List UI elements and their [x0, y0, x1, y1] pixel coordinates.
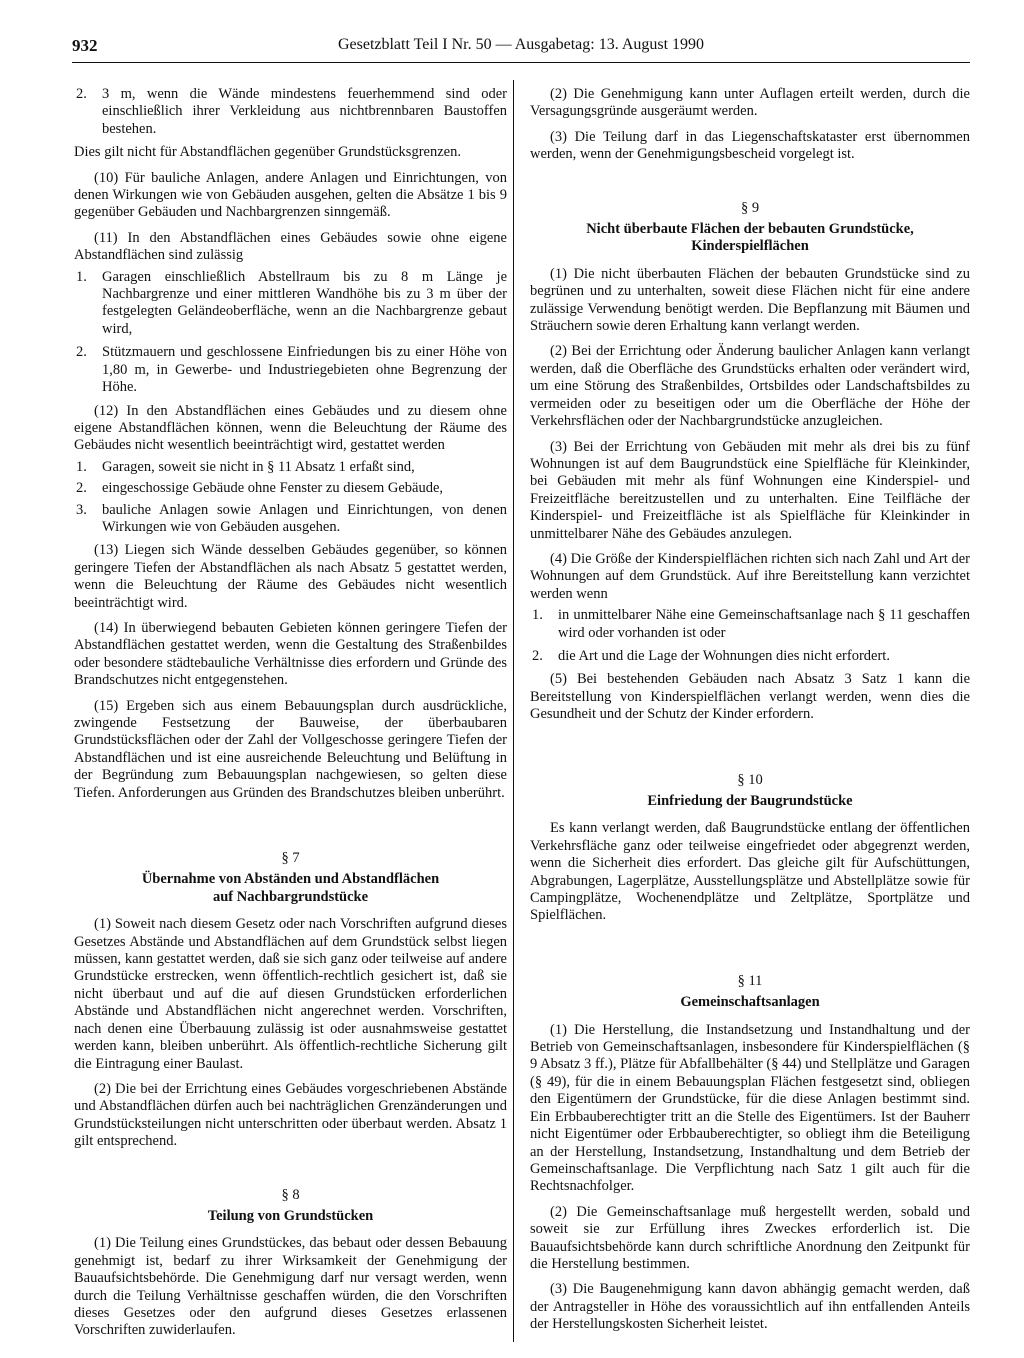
gazette-title: Gesetzblatt Teil I Nr. 50 — Ausgabetag: 13. August 1990: [337, 36, 705, 53]
paragraph: (2) Die Genehmigung kann unter Auflagen erteilt werden, durch die Versagungsgründe ausgeräumt werden.: [530, 86, 970, 120]
list-text: bauliche Anlagen sowie Anlagen und Einrichtungen, von denen Wirkungen wie von Gebäuden ausgehen.: [102, 501, 507, 535]
list-item: [530, 607, 970, 642]
list-item: [74, 269, 507, 339]
section-number: § 10: [737, 771, 763, 788]
paragraph: (1) Soweit nach diesem Gesetz oder nach Vorschriften aufgrund dieses Gesetzes Abstände und Abstandflächen auf dem Grundstück selbst liegen müssen, kann gestattet werden, daß sie sich ganz oder teilweise auf andere Grundstücke erstrecken, wenn öffentlich-rechtlich gesichert ist, daß sie nicht überbaut und auf die auf diesen Grundstücken erforderlichen Abstände und Abstandflächen nicht angerechnet werden. Vorschriften, nach denen eine Überbauung zulässig ist oder ausnahmsweise gestattet werden kann, bleiben unberührt. Als öffentlich-rechtliche Sicherung gilt die Eintragung einer Baulast.: [74, 916, 507, 1072]
list-item: [74, 502, 507, 537]
paragraph: (1) Die Teilung eines Grundstückes, das bebaut oder dessen Bebauung genehmigt ist, bedarf zu ihrer Wirksamkeit der Genehmigung der Bauaufsichtsbehörde. Die Genehmigung darf nur versagt werden, wenn durch die Teilung Verhältnisse geschaffen würden, die den Vorschriften dieses Gesetzes oder den aufgrund dieses Gesetzes erlassenen Vorschriften zuwiderlaufen.: [74, 1235, 507, 1339]
paragraph-15: (15) Ergeben sich aus einem Bebauungsplan durch ausdrückliche, zwingende Festsetzung der Bauweise, der überbaubaren Grundstücksflächen oder der Zahl der Vollgeschosse geringere Tiefen der Abstandflächen und ist eine ausreichende Beleuchtung und Belüftung in der Begründung zum Bebauungsplan nachgewiesen, so gelten diese Tiefen. Anforderungen aus Gründen des Brandschutzes bleiben unberührt.: [74, 697, 507, 801]
list-number: 2.: [76, 480, 87, 497]
list-item: [74, 459, 507, 476]
list-text: 3 m, wenn die Wände mindestens feuerhemmend sind oder einschließlich ihrer Verkleidung aus nichtbrennbaren Baustoffen bestehen.: [102, 86, 507, 137]
paragraph-12: (12) In den Abstandflächen eines Gebäudes und zu diesem ohne eigene Abstandflächen können, wenn die Beleuchtung der Räume des Gebäudes nicht wesentlich beeinträchtigt wird, gestattet werden: [74, 402, 507, 454]
section-title-line: Übernahme von Abständen und Abstandflächen: [141, 871, 440, 888]
paragraph: (2) Die bei der Errichtung eines Gebäudes vorgeschriebenen Abstände und Abstandflächen dürfen auch bei nachträglichen Grenzänderungen und Grundstücksteilungen nicht unterschritten oder überbaut werden. Absatz 1 gilt entsprechend.: [74, 1080, 507, 1150]
paragraph: (2) Die Gemeinschaftsanlage muß hergestellt werden, sobald und soweit sie zur Erfüllung ihres Zweckes erforderlich ist. Die Bauaufsichtsbehörde kann durch schriftliche Anordnung den Zeitpunkt für die Herstellung bestimmen.: [530, 1203, 970, 1272]
list-number: 2.: [532, 647, 543, 664]
paragraph: (3) Die Teilung darf in das Liegenschaftskataster erst übernommen werden, wenn der Genehmigungsbescheid vorgelegt ist.: [530, 128, 970, 163]
list-item: [74, 344, 507, 396]
spacer: [530, 933, 970, 973]
list-number: 1.: [76, 458, 87, 475]
section-number: § 9: [740, 199, 760, 216]
page-header: [72, 30, 970, 63]
list-text: in unmittelbarer Nähe eine Gemeinschaftsanlage nach § 11 geschaffen wird oder vorhanden ist oder: [558, 607, 970, 641]
paragraph-11: (11) In den Abstandflächen eines Gebäudes sowie ohne eigene Abstandflächen sind zulässig: [74, 229, 507, 264]
paragraph: (5) Bei bestehenden Gebäuden nach Absatz 3 Satz 1 kann die Bereitstellung von Kinderspielflächen verlangt werden, wenn dies die Gesundheit und der Schutz der Kinder erfordern.: [530, 671, 970, 723]
paragraph: (3) Bei der Errichtung von Gebäuden mit mehr als drei bis zu fünf Wohnungen ist auf dem Baugrundstück eine Spielfläche für Kleinkinder, bei Gebäuden mit mehr als fünf Wohnungen eine Kinderspiel- und Freizeitfläche bereitzustellen und zu unterhalten. Eine Teilfläche der Kinderspiel- und Freizeitfläche ist als Spielfläche für Kleinkinder in unmittelbarer Nähe des Gebäudes anzulegen.: [530, 438, 970, 542]
section-number: § 11: [737, 972, 763, 989]
section-title: Gemeinschaftsanlagen: [680, 994, 820, 1011]
list-text: Stützmauern und geschlossene Einfriedungen bis zu einer Höhe von 1,80 m, in Gewerbe- und Industriegebieten ohne Begrenzung der Höhe.: [102, 344, 507, 396]
section-title: Einfriedung der Baugrundstücke: [647, 793, 853, 809]
paragraph: (1) Die nicht überbauten Flächen der bebauten Grundstücke sind zu begrünen und zu unterhalten, soweit diese Flächen nicht für eine andere zulässige Verwendung benötigt werden. Die Bepflanzung mit Bäumen und Sträuchern sowie deren Erhaltung kann verlangt werden.: [530, 265, 970, 335]
paragraph-13: (13) Liegen sich Wände desselben Gebäudes gegenüber, so können geringere Tiefen der Abstandflächen als nach Absatz 5 gestattet werden, wenn die Beleuchtung der Räume des Gebäudes nicht wesentlich beeinträchtigt wird.: [74, 542, 507, 611]
list-text: eingeschossige Gebäude ohne Fenster zu diesem Gebäude,: [102, 480, 444, 497]
list-item: [74, 86, 507, 138]
section-title-line: Kinderspielflächen: [691, 238, 809, 255]
paragraph: (3) Die Baugenehmigung kann davon abhängig gemacht werden, daß der Antragsteller in Höhe des voraussichtlich auf ihn entfallenden Anteils der Herstellungskosten Sicherheit leistet.: [530, 1281, 970, 1333]
section-number: § 8: [281, 1186, 300, 1203]
list-text: die Art und die Lage der Wohnungen dies nicht erfordert.: [558, 647, 890, 664]
list-number: 1.: [76, 268, 87, 285]
column-divider: [513, 80, 514, 1342]
spacer: [530, 732, 970, 772]
section-number: § 7: [281, 850, 300, 867]
list-item: [74, 480, 507, 497]
list-number: 2.: [76, 344, 87, 361]
paragraph: Es kann verlangt werden, daß Baugrundstücke entlang der öffentlichen Verkehrsfläche ganz oder teilweise eingefriedet oder abgegrenzt werden, wenn die Sicherheit dies erfordert. Das gleiche gilt für Aufschüttungen, Abgrabungen, Lagerplätze, Ausstellungsplätze und Abstellplätze sowie für Campingplätze, Wochenendplätze und Zeltplätze, Sportplätze und Spielflächen.: [530, 820, 970, 924]
paragraph: (1) Die Herstellung, die Instandsetzung und Instandhaltung und der Betrieb von Gemeinschaftsanlagen, insbesondere für Kinderspielflächen (§ 9 Absatz 3 ff.), Plätze für Abfallbehälter (§ 44) und Stellplätze und Garagen (§ 49), für die in einem Bebauungsplan Flächen festgesetzt sind, obliegen den Eigentümern der Grundstücke, für die diese Anlagen bestimmt sind. Ein Erbbauberechtigter tritt an die Stelle des Eigentümers. Ist der Bauherr nicht Eigentümer oder Erbbauberechtigter, so obliegt ihm die Beteiligung an der Herstellung, Instandsetzung, Instandhaltung und dem Betrieb der Gemeinschaftsanlage. Die Verpflichtung nach Satz 1 gilt auch für die Rechtsnachfolger.: [530, 1021, 970, 1195]
section-title: Teilung von Grundstücken: [207, 1207, 374, 1224]
paragraph: Dies gilt nicht für Abstandflächen gegenüber Grundstücksgrenzen.: [74, 144, 461, 161]
left-column: [74, 86, 507, 1348]
section-title-line: auf Nachbargrundstücke: [212, 888, 369, 905]
right-column: [530, 86, 970, 1342]
paragraph: (2) Bei der Errichtung oder Änderung baulicher Anlagen kann verlangt werden, daß die Oberfläche des Grundstücks erhalten oder verändert wird, um eine Störung des Straßenbildes, Ortsbildes oder Landschaftsbildes zu vermeiden oder zu beseitigen oder um die Oberfläche der Höhe der Verkehrsflächen oder der Nachbargrundstücke anzugleichen.: [530, 343, 970, 430]
paragraph: (4) Die Größe der Kinderspielflächen richten sich nach Zahl und Art der Wohnungen auf dem Grundstück. Auf ihre Bereitstellung kann verzichtet werden wenn: [530, 550, 970, 602]
list-number: 1.: [532, 607, 543, 624]
section-title: [530, 221, 970, 256]
list-number: 2.: [76, 86, 87, 102]
list-item: [530, 648, 970, 665]
spacer: [74, 1159, 507, 1187]
list-number: 3.: [76, 501, 87, 518]
section-title: [74, 871, 507, 906]
paragraph-14: (14) In überwiegend bebauten Gebieten können geringere Tiefen der Abstandflächen gestattet werden, wenn die Gestaltung des Straßenbildes oder besondere städtebauliche Verhältnisse dies erfordern und Gründe des Brandschutzes nicht entgegenstehen.: [74, 619, 507, 689]
page-number: 932: [72, 36, 98, 55]
section-title-line: Nicht überbaute Flächen der bebauten Grundstücke,: [586, 221, 914, 238]
list-text: Garagen, soweit sie nicht in § 11 Absatz 1 erfaßt sind,: [102, 458, 415, 475]
list-text: Garagen einschließlich Abstellraum bis zu 8 m Länge je Nachbargrenze und einer mittleren Wandhöhe bis zu 3 m über der festgelegten Geländeoberfläche, wenn an die Nachbargrenze gebaut wird,: [102, 268, 507, 337]
spacer: [530, 172, 970, 200]
spacer: [74, 810, 507, 850]
paragraph-10: (10) Für bauliche Anlagen, andere Anlagen und Einrichtungen, von denen Wirkungen wie von Gebäuden ausgehen, gelten die Absätze 1 bis 9 gegenüber Gebäuden und Nachbargrenzen sinngemäß.: [74, 169, 507, 221]
